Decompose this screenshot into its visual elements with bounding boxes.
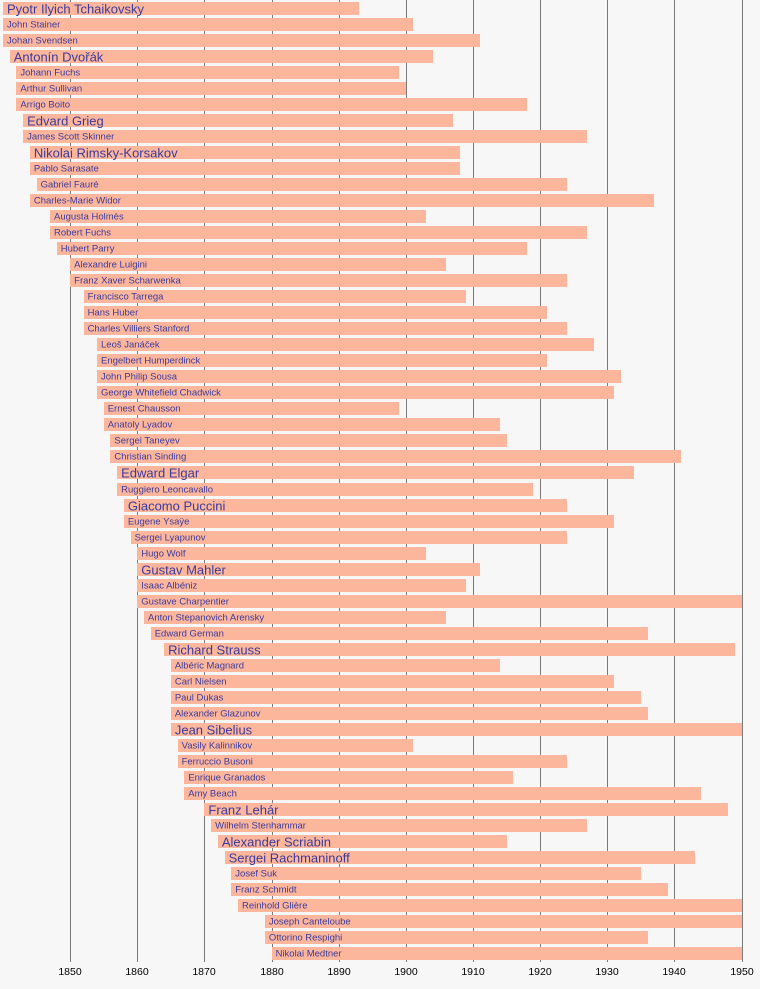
timeline-bar[interactable] xyxy=(97,386,614,399)
timeline-bar[interactable] xyxy=(70,258,446,271)
gridline xyxy=(137,0,138,962)
timeline-bar-row[interactable] xyxy=(0,947,760,960)
bar-label: Gabriel Fauré xyxy=(40,178,99,190)
timeline-bar-row[interactable] xyxy=(0,386,760,399)
timeline-bar[interactable] xyxy=(50,210,426,223)
timeline-bar[interactable] xyxy=(30,162,460,175)
bar-label: Sergei Lyapunov xyxy=(134,531,206,543)
timeline-bar-row[interactable] xyxy=(0,18,760,31)
x-tick-label: 1900 xyxy=(394,966,418,978)
bar-label: Vasily Kalinnikov xyxy=(181,739,253,751)
timeline-bar[interactable] xyxy=(16,98,526,111)
timeline-bar[interactable] xyxy=(137,547,426,560)
timeline-bar[interactable] xyxy=(50,226,587,239)
bar-label: Augusta Holmès xyxy=(54,210,124,222)
gridline xyxy=(742,0,743,962)
timeline-bar-row[interactable] xyxy=(0,34,760,47)
timeline-bar-row[interactable] xyxy=(0,531,760,544)
bar-label: Francisco Tarrega xyxy=(87,290,164,302)
bar-label: Gustav Mahler xyxy=(141,562,226,577)
bar-label: Ernest Chausson xyxy=(107,402,181,414)
timeline-bar[interactable] xyxy=(97,338,594,351)
bar-label: Reinhold Glière xyxy=(242,899,308,911)
bar-label: Josef Suk xyxy=(235,867,277,879)
x-tick-label: 1890 xyxy=(327,966,351,978)
bar-label: Jean Sibelius xyxy=(174,722,253,737)
timeline-bar[interactable] xyxy=(97,370,621,383)
gridline xyxy=(406,0,407,962)
x-tick-label: 1950 xyxy=(730,966,754,978)
bar-label: Enrique Granados xyxy=(188,771,266,783)
timeline-bar[interactable] xyxy=(164,643,735,656)
timeline-bar-row[interactable] xyxy=(0,146,760,159)
timeline-bar[interactable] xyxy=(110,450,681,463)
timeline-bar[interactable] xyxy=(238,899,742,912)
timeline-bar-row[interactable] xyxy=(0,563,760,576)
gridline xyxy=(607,0,608,962)
timeline-bar-row[interactable] xyxy=(0,466,760,479)
gridline xyxy=(272,0,273,962)
timeline-bar-row[interactable] xyxy=(0,915,760,928)
timeline-bar[interactable] xyxy=(3,2,359,15)
bar-label: Alexander Glazunov xyxy=(174,707,261,719)
gridline xyxy=(674,0,675,962)
x-axis xyxy=(0,962,760,989)
timeline-bar-row[interactable] xyxy=(0,611,760,624)
x-tick-label: 1930 xyxy=(595,966,619,978)
timeline-bar[interactable] xyxy=(171,659,500,672)
timeline-bar-row[interactable] xyxy=(0,851,760,864)
bar-label: Leoš Janáček xyxy=(101,338,160,350)
timeline-bar-row[interactable] xyxy=(0,835,760,848)
timeline-bar[interactable] xyxy=(137,595,741,608)
timeline-bar[interactable] xyxy=(151,627,648,640)
timeline-bar[interactable] xyxy=(23,114,453,127)
timeline-bar-row[interactable] xyxy=(0,595,760,608)
timeline-bar-row[interactable] xyxy=(0,691,760,704)
bar-label: Paul Dukas xyxy=(174,691,224,703)
timeline-bar-row[interactable] xyxy=(0,755,760,768)
timeline-bar[interactable] xyxy=(23,130,587,143)
gridline xyxy=(540,0,541,962)
bar-label: Charles Villiers Stanford xyxy=(87,322,190,334)
timeline-bar-row[interactable] xyxy=(0,226,760,239)
timeline-bar-row[interactable] xyxy=(0,931,760,944)
timeline-bar-row[interactable] xyxy=(0,819,760,832)
x-tick-label: 1940 xyxy=(662,966,686,978)
bar-label: Wilhelm Stenhammar xyxy=(215,819,306,831)
bar-label: Gustave Charpentier xyxy=(141,595,229,607)
bar-label: Alexandre Luigini xyxy=(74,258,148,270)
bar-label: Antonín Dvořák xyxy=(13,49,104,64)
bar-label: Ruggiero Leoncavallo xyxy=(121,483,214,495)
timeline-bar-row[interactable] xyxy=(0,82,760,95)
timeline-bar[interactable] xyxy=(218,835,507,848)
timeline-bar[interactable] xyxy=(57,242,527,255)
bar-label: Pablo Sarasate xyxy=(33,162,99,174)
timeline-bar[interactable] xyxy=(124,499,567,512)
bar-label: Edward German xyxy=(154,627,224,639)
timeline-bar[interactable] xyxy=(16,82,405,95)
bar-label: Anton Stepanovich Arensky xyxy=(148,611,265,623)
timeline-bar-row[interactable] xyxy=(0,98,760,111)
timeline-bar-row[interactable] xyxy=(0,659,760,672)
timeline-bar[interactable] xyxy=(10,50,433,63)
bar-label: Johann Fuchs xyxy=(20,66,81,78)
timeline-bar-row[interactable] xyxy=(0,130,760,143)
bar-label: Arrigo Boito xyxy=(20,98,71,110)
timeline-bar[interactable] xyxy=(171,691,641,704)
timeline-bar-row[interactable] xyxy=(0,114,760,127)
timeline-bar[interactable] xyxy=(265,931,648,944)
bar-label: Hugo Wolf xyxy=(141,547,186,559)
timeline-bar[interactable] xyxy=(178,739,413,752)
timeline-bar-row[interactable] xyxy=(0,210,760,223)
bar-label: Nikolai Rimsky-Korsakov xyxy=(33,145,178,160)
timeline-bar-row[interactable] xyxy=(0,66,760,79)
timeline-bar-row[interactable] xyxy=(0,579,760,592)
timeline-bar-row[interactable] xyxy=(0,867,760,880)
bar-label: Christian Sinding xyxy=(114,450,187,462)
timeline-bar[interactable] xyxy=(171,723,742,736)
timeline-bar[interactable] xyxy=(117,466,634,479)
timeline-bar[interactable] xyxy=(84,306,547,319)
timeline-bar[interactable] xyxy=(272,947,742,960)
bar-label: Edward Elgar xyxy=(121,465,200,480)
bar-label: Alexander Scriabin xyxy=(221,834,331,849)
bar-label: Charles-Marie Widor xyxy=(33,194,121,206)
timeline-bar-row[interactable] xyxy=(0,194,760,207)
bar-label: Hubert Parry xyxy=(60,242,115,254)
timeline-bar[interactable] xyxy=(137,579,466,592)
timeline-bar-row[interactable] xyxy=(0,354,760,367)
timeline-bar-row[interactable] xyxy=(0,290,760,303)
timeline-bar-row[interactable] xyxy=(0,402,760,415)
timeline-bar[interactable] xyxy=(104,418,500,431)
bar-label: Sergei Rachmaninoff xyxy=(228,850,350,865)
timeline-bar-row[interactable] xyxy=(0,178,760,191)
timeline-bar[interactable] xyxy=(84,322,567,335)
timeline-bar[interactable] xyxy=(104,402,399,415)
timeline-bar[interactable] xyxy=(184,787,701,800)
bar-label: Richard Strauss xyxy=(168,642,261,657)
timeline-bar-row[interactable] xyxy=(0,483,760,496)
bar-label: Albéric Magnard xyxy=(174,659,245,671)
timeline-bar-row[interactable] xyxy=(0,306,760,319)
timeline-bar[interactable] xyxy=(204,803,728,816)
gridline xyxy=(473,0,474,962)
bar-label: Carl Nielsen xyxy=(174,675,227,687)
bar-label: Arthur Sullivan xyxy=(20,82,83,94)
timeline-bar[interactable] xyxy=(70,274,567,287)
bar-label: George Whitefield Chadwick xyxy=(101,386,221,398)
bar-label: Nikolai Medtner xyxy=(275,947,342,959)
timeline-bar[interactable] xyxy=(211,819,587,832)
timeline-bar[interactable] xyxy=(144,611,446,624)
timeline-bar[interactable] xyxy=(137,563,479,576)
timeline-bar[interactable] xyxy=(117,483,533,496)
timeline-bar[interactable] xyxy=(30,146,460,159)
timeline-bar[interactable] xyxy=(171,675,614,688)
timeline-bar-row[interactable] xyxy=(0,515,760,528)
bar-label: Isaac Albéniz xyxy=(141,579,198,591)
timeline-bar[interactable] xyxy=(231,883,667,896)
timeline-bar[interactable] xyxy=(124,515,614,528)
timeline-bar-row[interactable] xyxy=(0,2,760,15)
timeline-bar-row[interactable] xyxy=(0,499,760,512)
bar-label: James Scott Skinner xyxy=(27,130,115,142)
timeline-bar[interactable] xyxy=(110,434,506,447)
bar-label: Joseph Canteloube xyxy=(268,915,351,927)
x-tick-label: 1870 xyxy=(192,966,216,978)
timeline-bar-row[interactable] xyxy=(0,418,760,431)
timeline-bar-row[interactable] xyxy=(0,434,760,447)
x-tick-label: 1910 xyxy=(461,966,485,978)
timeline-bar-row[interactable] xyxy=(0,242,760,255)
timeline-bar[interactable] xyxy=(178,755,567,768)
timeline-bar-row[interactable] xyxy=(0,899,760,912)
x-tick-label: 1860 xyxy=(125,966,149,978)
timeline-bar-row[interactable] xyxy=(0,627,760,640)
bar-label: Ottorino Respighi xyxy=(268,931,343,943)
timeline-bar-row[interactable] xyxy=(0,787,760,800)
bar-label: Engelbert Humperdinck xyxy=(101,354,201,366)
timeline-bar[interactable] xyxy=(97,354,547,367)
timeline-bar-row[interactable] xyxy=(0,723,760,736)
timeline-bar[interactable] xyxy=(30,194,654,207)
timeline-bar-row[interactable] xyxy=(0,707,760,720)
timeline-bar-row[interactable] xyxy=(0,338,760,351)
x-tick-label: 1920 xyxy=(528,966,552,978)
gridline xyxy=(70,0,71,962)
bar-label: Pyotr Ilyich Tchaikovsky xyxy=(7,1,145,16)
timeline-bar-row[interactable] xyxy=(0,643,760,656)
timeline-bar-row[interactable] xyxy=(0,675,760,688)
bar-label: Franz Schmidt xyxy=(235,883,297,895)
timeline-bar-row[interactable] xyxy=(0,803,760,816)
timeline-bar[interactable] xyxy=(3,34,480,47)
timeline-bar[interactable] xyxy=(184,771,513,784)
bar-label: Sergei Taneyev xyxy=(114,434,180,446)
timeline-bar[interactable] xyxy=(37,178,567,191)
timeline-bar-row[interactable] xyxy=(0,739,760,752)
bar-label: Johan Svendsen xyxy=(7,34,78,46)
timeline-bar-row[interactable] xyxy=(0,322,760,335)
timeline-bar-row[interactable] xyxy=(0,450,760,463)
bar-label: Eugene Ysaÿe xyxy=(127,515,190,527)
timeline-bar-row[interactable] xyxy=(0,50,760,63)
timeline-bar-row[interactable] xyxy=(0,370,760,383)
timeline-bar-row[interactable] xyxy=(0,162,760,175)
timeline-bar[interactable] xyxy=(265,915,742,928)
timeline-bar-row[interactable] xyxy=(0,274,760,287)
bar-label: Anatoly Lyadov xyxy=(107,418,173,430)
x-tick-label: 1850 xyxy=(58,966,82,978)
timeline-bar[interactable] xyxy=(131,531,567,544)
bar-label: Giacomo Puccini xyxy=(127,498,226,513)
x-tick-label: 1880 xyxy=(260,966,284,978)
timeline-bar[interactable] xyxy=(16,66,399,79)
timeline-bar-row[interactable] xyxy=(0,883,760,896)
bar-label: Robert Fuchs xyxy=(54,226,112,238)
timeline-bar[interactable] xyxy=(225,851,695,864)
bar-label: John Philip Sousa xyxy=(101,370,178,382)
timeline-bar[interactable] xyxy=(84,290,467,303)
timeline-bar[interactable] xyxy=(171,707,648,720)
timeline-bar-row[interactable] xyxy=(0,258,760,271)
bar-label: Ferruccio Busoni xyxy=(181,755,253,767)
bar-label: Edvard Grieg xyxy=(27,113,104,128)
bar-label: Hans Huber xyxy=(87,306,139,318)
bar-label: John Stainer xyxy=(7,18,61,30)
gridline xyxy=(204,0,205,962)
timeline-bar[interactable] xyxy=(3,18,413,31)
timeline-bar-row[interactable] xyxy=(0,547,760,560)
timeline-bar[interactable] xyxy=(231,867,641,880)
bar-label: Franz Xaver Scharwenka xyxy=(74,274,181,286)
gridline xyxy=(339,0,340,962)
timeline-bar-row[interactable] xyxy=(0,771,760,784)
bar-label: Franz Lehár xyxy=(208,802,279,817)
bar-label: Amy Beach xyxy=(188,787,237,799)
